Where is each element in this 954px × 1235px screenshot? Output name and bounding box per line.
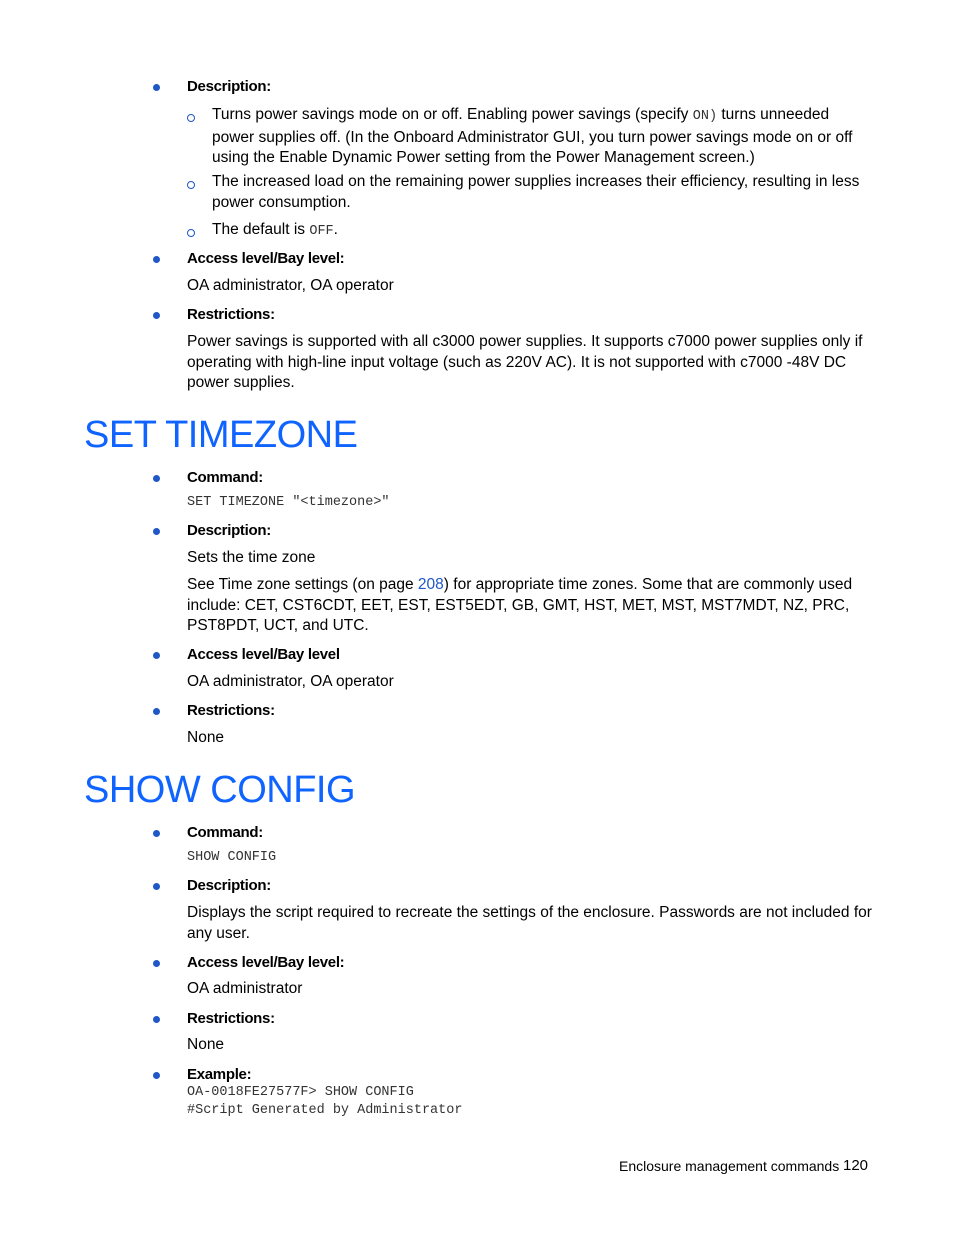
sub-bullet [187, 114, 195, 122]
command-value: SET TIMEZONE "<timezone>" [187, 495, 390, 510]
description-item-3: The default is OFF. [212, 221, 338, 239]
bullet [153, 960, 160, 967]
bullet [153, 256, 160, 263]
bullet [153, 830, 160, 837]
bullet [153, 528, 160, 535]
access-label: Access level/Bay level: [187, 250, 345, 267]
restrictions-value: Power savings is supported with all c3000 power supplies. It supports c7000 power supplies only if operating with high-line input voltage (such as 220V AC). It is not supported with c7000 -48V DC power supplies. [187, 333, 863, 391]
bullet [153, 652, 160, 659]
inline-code: OFF [309, 224, 334, 239]
description-detail: See Time zone settings (on page 208) for appropriate time zones. Some that are commonly used include: CET, CST6CDT, EET, EST, EST5EDT, GB, GMT, HST, MET, MST, MST7MDT, NZ, PRC, PST8PDT, UCT, and UTC. [187, 576, 853, 634]
description-label: Description: [187, 522, 271, 539]
restrictions-value: None [187, 729, 225, 746]
section-title-set-timezone: SET TIMEZONE [84, 414, 358, 456]
bullet [153, 708, 160, 715]
restrictions-value: None [187, 1036, 225, 1053]
bullet [153, 475, 160, 482]
description-label: Description: [187, 877, 271, 894]
section-title-show-config: SHOW CONFIG [84, 769, 356, 811]
description-value: Displays the script required to recreate the settings of the enclosure. Passwords are not included for any user. [187, 904, 872, 942]
command-label: Command: [187, 469, 263, 486]
restrictions-label: Restrictions: [187, 1010, 275, 1027]
access-value: OA administrator, OA operator [187, 277, 394, 294]
restrictions-label: Restrictions: [187, 702, 275, 719]
inline-code: ON) [692, 109, 718, 124]
example-label: Example: [187, 1066, 252, 1083]
access-value: OA administrator, OA operator [187, 673, 394, 690]
bullet [153, 84, 160, 91]
command-value: SHOW CONFIG [187, 850, 277, 865]
description-label: Description: [187, 78, 271, 95]
page-number: 120 [843, 1157, 869, 1174]
footer-section: Enclosure management commands [619, 1158, 840, 1174]
bullet [153, 1072, 160, 1079]
access-label: Access level/Bay level [187, 646, 340, 663]
access-label: Access level/Bay level: [187, 954, 345, 971]
example-line: OA-0018FE27577F> SHOW CONFIG [187, 1085, 414, 1100]
page-link[interactable]: 208 [417, 576, 444, 593]
bullet [153, 883, 160, 890]
bullet [153, 312, 160, 319]
access-value: OA administrator [187, 980, 303, 997]
example-line: #Script Generated by Administrator [187, 1103, 463, 1118]
sub-bullet [187, 229, 195, 237]
description-item-1: Turns power savings mode on or off. Enabling power savings (specify ON) turns unneeded power supplies off. (In the Onboard Administrator GUI, you turn power savings mode on or off using the Enable Dynamic Power setting from the Power Management screen.) [212, 106, 853, 166]
sub-bullet [187, 181, 195, 189]
bullet [153, 1016, 160, 1023]
restrictions-label: Restrictions: [187, 306, 275, 323]
description-item-2: The increased load on the remaining power supplies increases their efficiency, resulting in less power consumption. [212, 173, 860, 211]
description-value: Sets the time zone [187, 549, 316, 566]
command-label: Command: [187, 824, 263, 841]
